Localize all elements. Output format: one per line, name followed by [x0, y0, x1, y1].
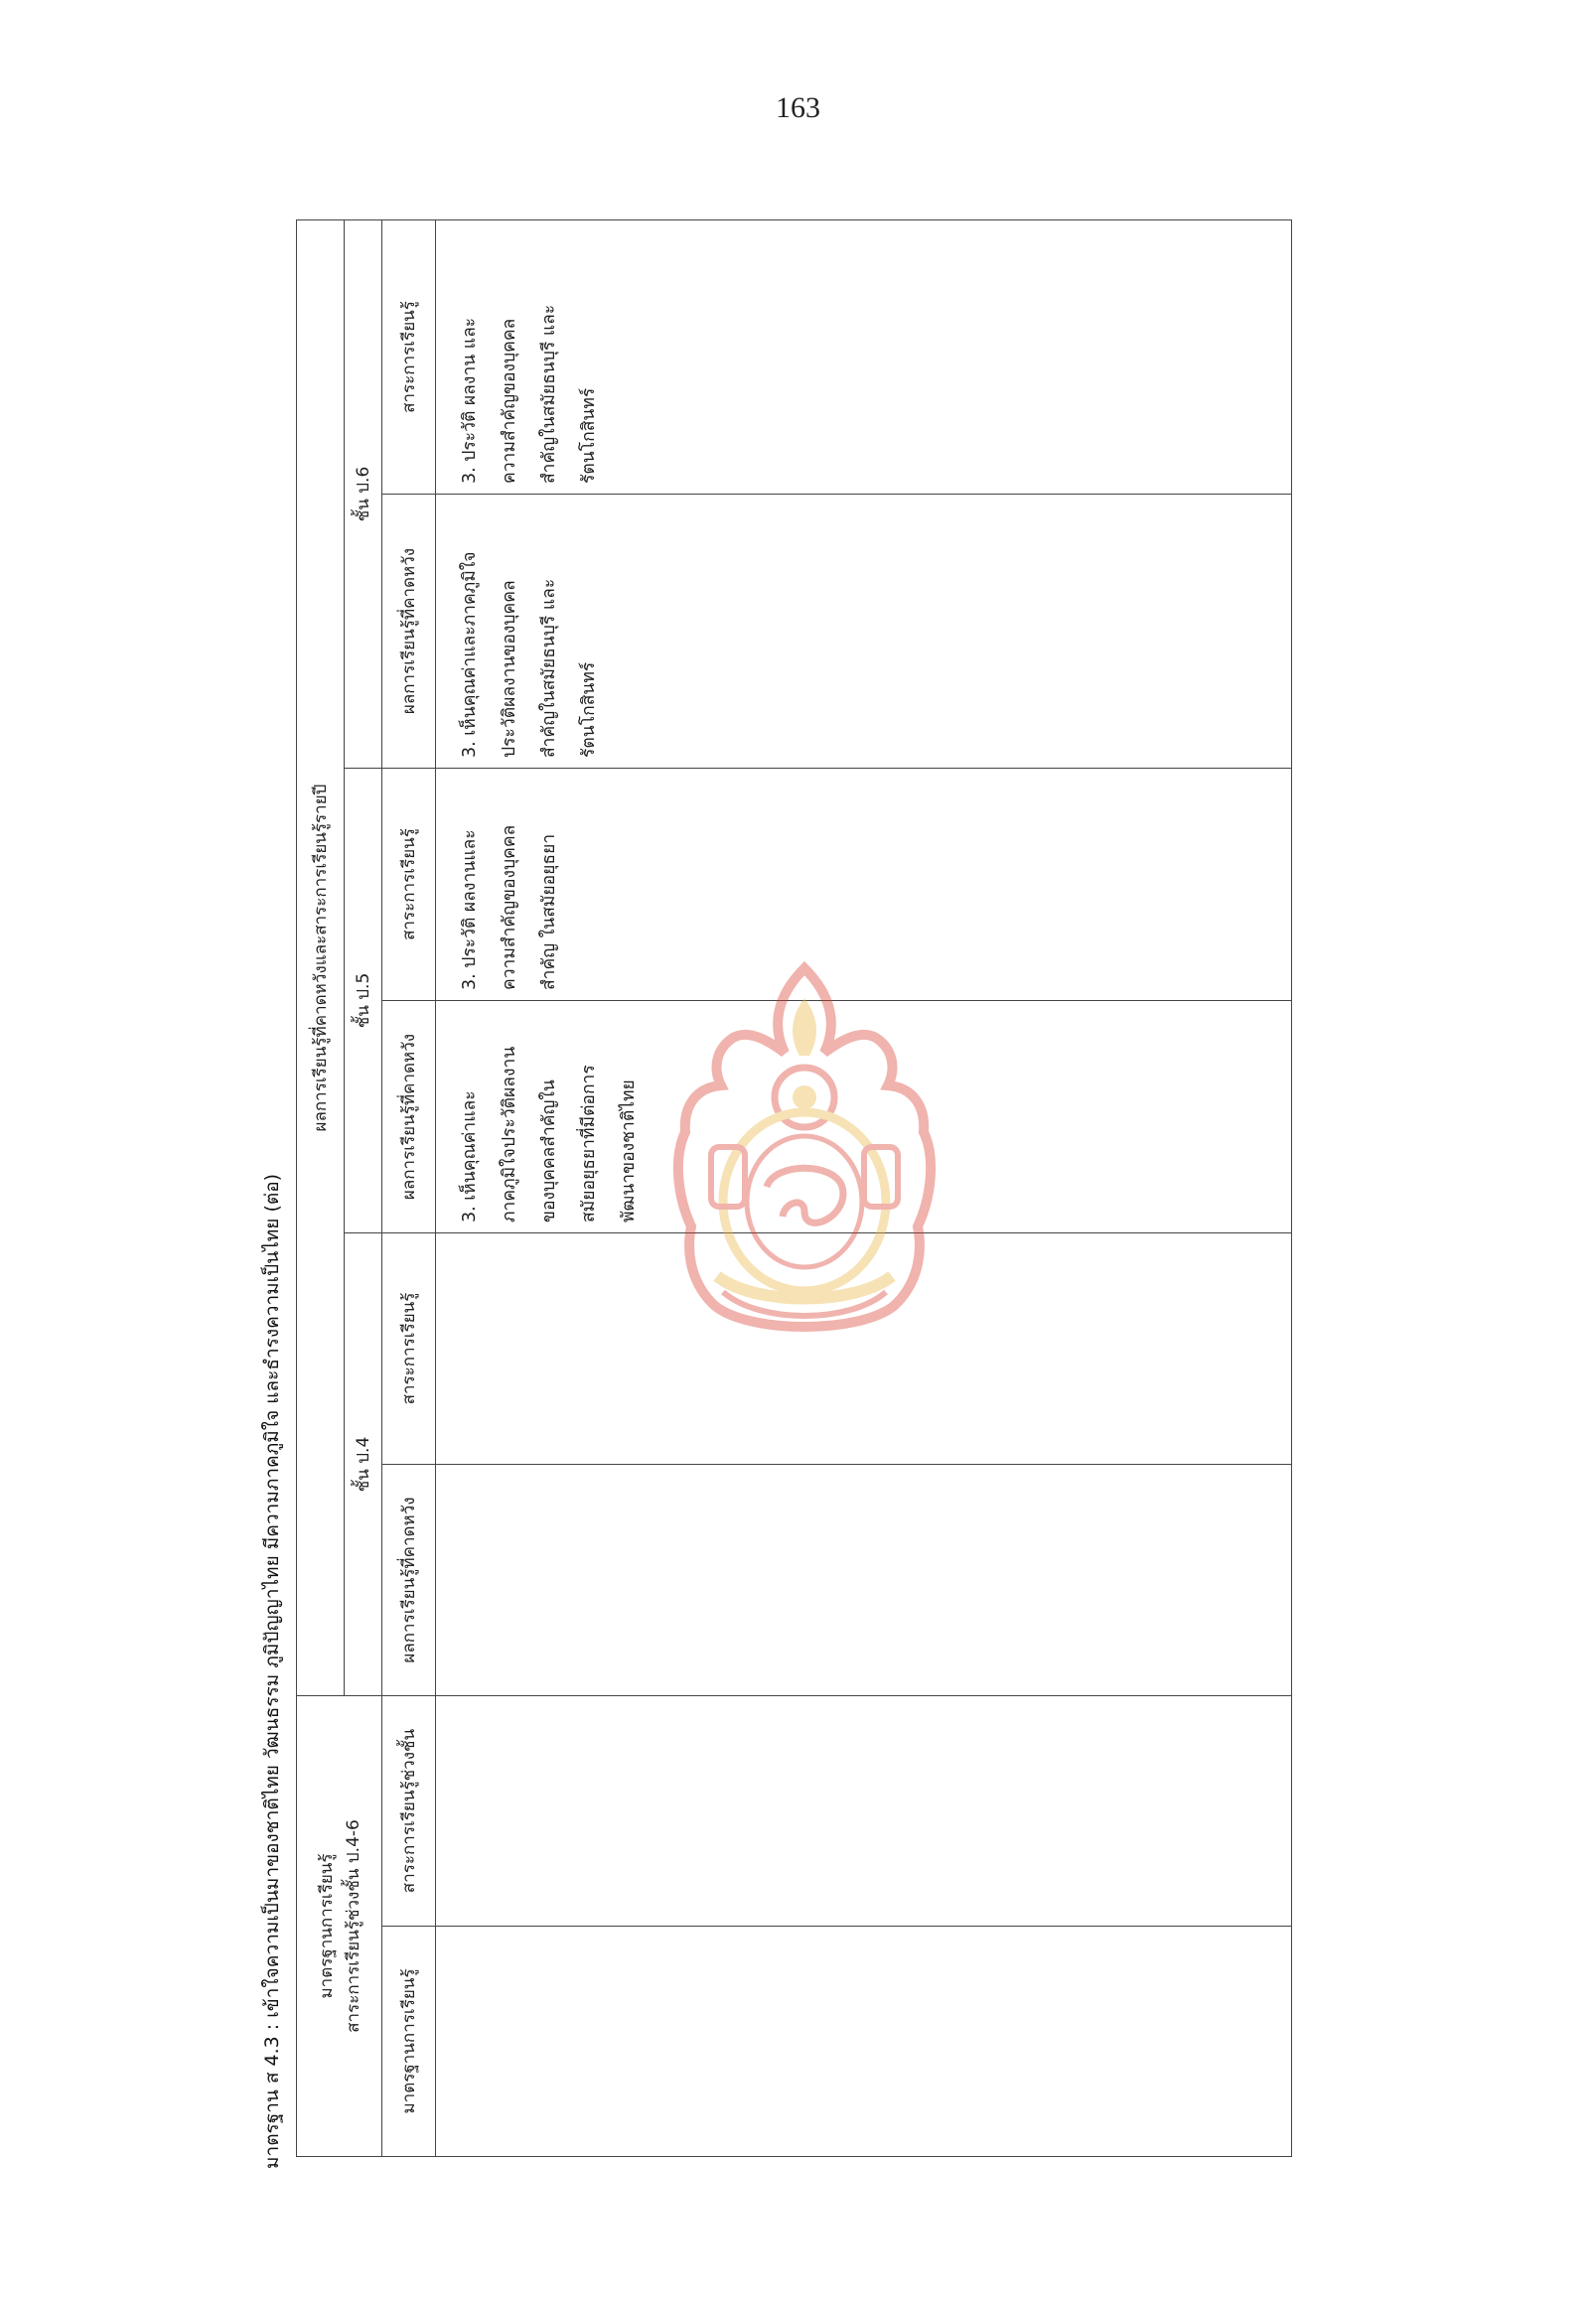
table-caption: มาตรฐาน ส 4.3 : เข้าใจความเป็นมาของชาติไทย วัฒนธรรม ภูมิปัญญาไทย มีความภาคภูมิใจ และธำรงความเป็นไทย (ต่อ): [261, 1173, 283, 2169]
curriculum-table: [296, 219, 1292, 2157]
header-grade-p5: ชั้น ป.5: [345, 769, 382, 1233]
col-header-p6-outcome: ผลการเรียนรู้ที่คาดหวัง: [382, 495, 436, 769]
cell-range-content: [436, 1696, 1292, 1927]
header-grade-p6: ชั้น ป.6: [345, 220, 382, 769]
cell-standard: [436, 1927, 1292, 2157]
col-header-range-content: สาระการเรียนรู้ช่วงชั้น: [382, 1696, 436, 1927]
cell-p5-outcome: 3. เห็นคุณค่าและ ภาคภูมิใจประวัติผลงาน ของบุคคลสำคัญใน สมัยอยุธยาที่มีต่อการ พัฒนาของชาติไทย: [436, 1001, 1292, 1233]
col-header-p4-outcome: ผลการเรียนรู้ที่คาดหวัง: [382, 1465, 436, 1696]
header-standard-group: มาตรฐานการเรียนรู้ สาระการเรียนรู้ช่วงชั้น ป.4-6: [297, 1696, 382, 2157]
header-expected-outcomes-group: ผลการเรียนรู้ที่คาดหวังและสาระการเรียนรู้รายปี: [297, 220, 345, 1696]
cell-p6-outcome: 3. เห็นคุณค่าและภาคภูมิใจ ประวัติผลงานของบุคคล สำคัญในสมัยธนบุรี และ รัตนโกสินทร์: [436, 495, 1292, 769]
col-header-p4-content: สาระการเรียนรู้: [382, 1233, 436, 1465]
page-number: 163: [776, 91, 820, 124]
cell-p5-content: 3. ประวัติ ผลงานและ ความสำคัญของบุคคล สำคัญ ในสมัยอยุธยา: [436, 769, 1292, 1001]
col-header-p5-content: สาระการเรียนรู้: [382, 769, 436, 1001]
cell-p4-outcome: [436, 1465, 1292, 1696]
header-grade-p4: ชั้น ป.4: [345, 1233, 382, 1696]
cell-p4-content: [436, 1233, 1292, 1465]
col-header-standard: มาตรฐานการเรียนรู้: [382, 1927, 436, 2157]
col-header-p5-outcome: ผลการเรียนรู้ที่คาดหวัง: [382, 1001, 436, 1233]
landscape-table-area: [256, 220, 1292, 2169]
cell-p6-content: 3. ประวัติ ผลงาน และ ความสำคัญของบุคคล สำคัญในสมัยธนบุรี และ รัตนโกสินทร์: [436, 220, 1292, 495]
rotated-page-content: [256, 220, 1292, 2169]
col-header-p6-content: สาระการเรียนรู้: [382, 220, 436, 495]
